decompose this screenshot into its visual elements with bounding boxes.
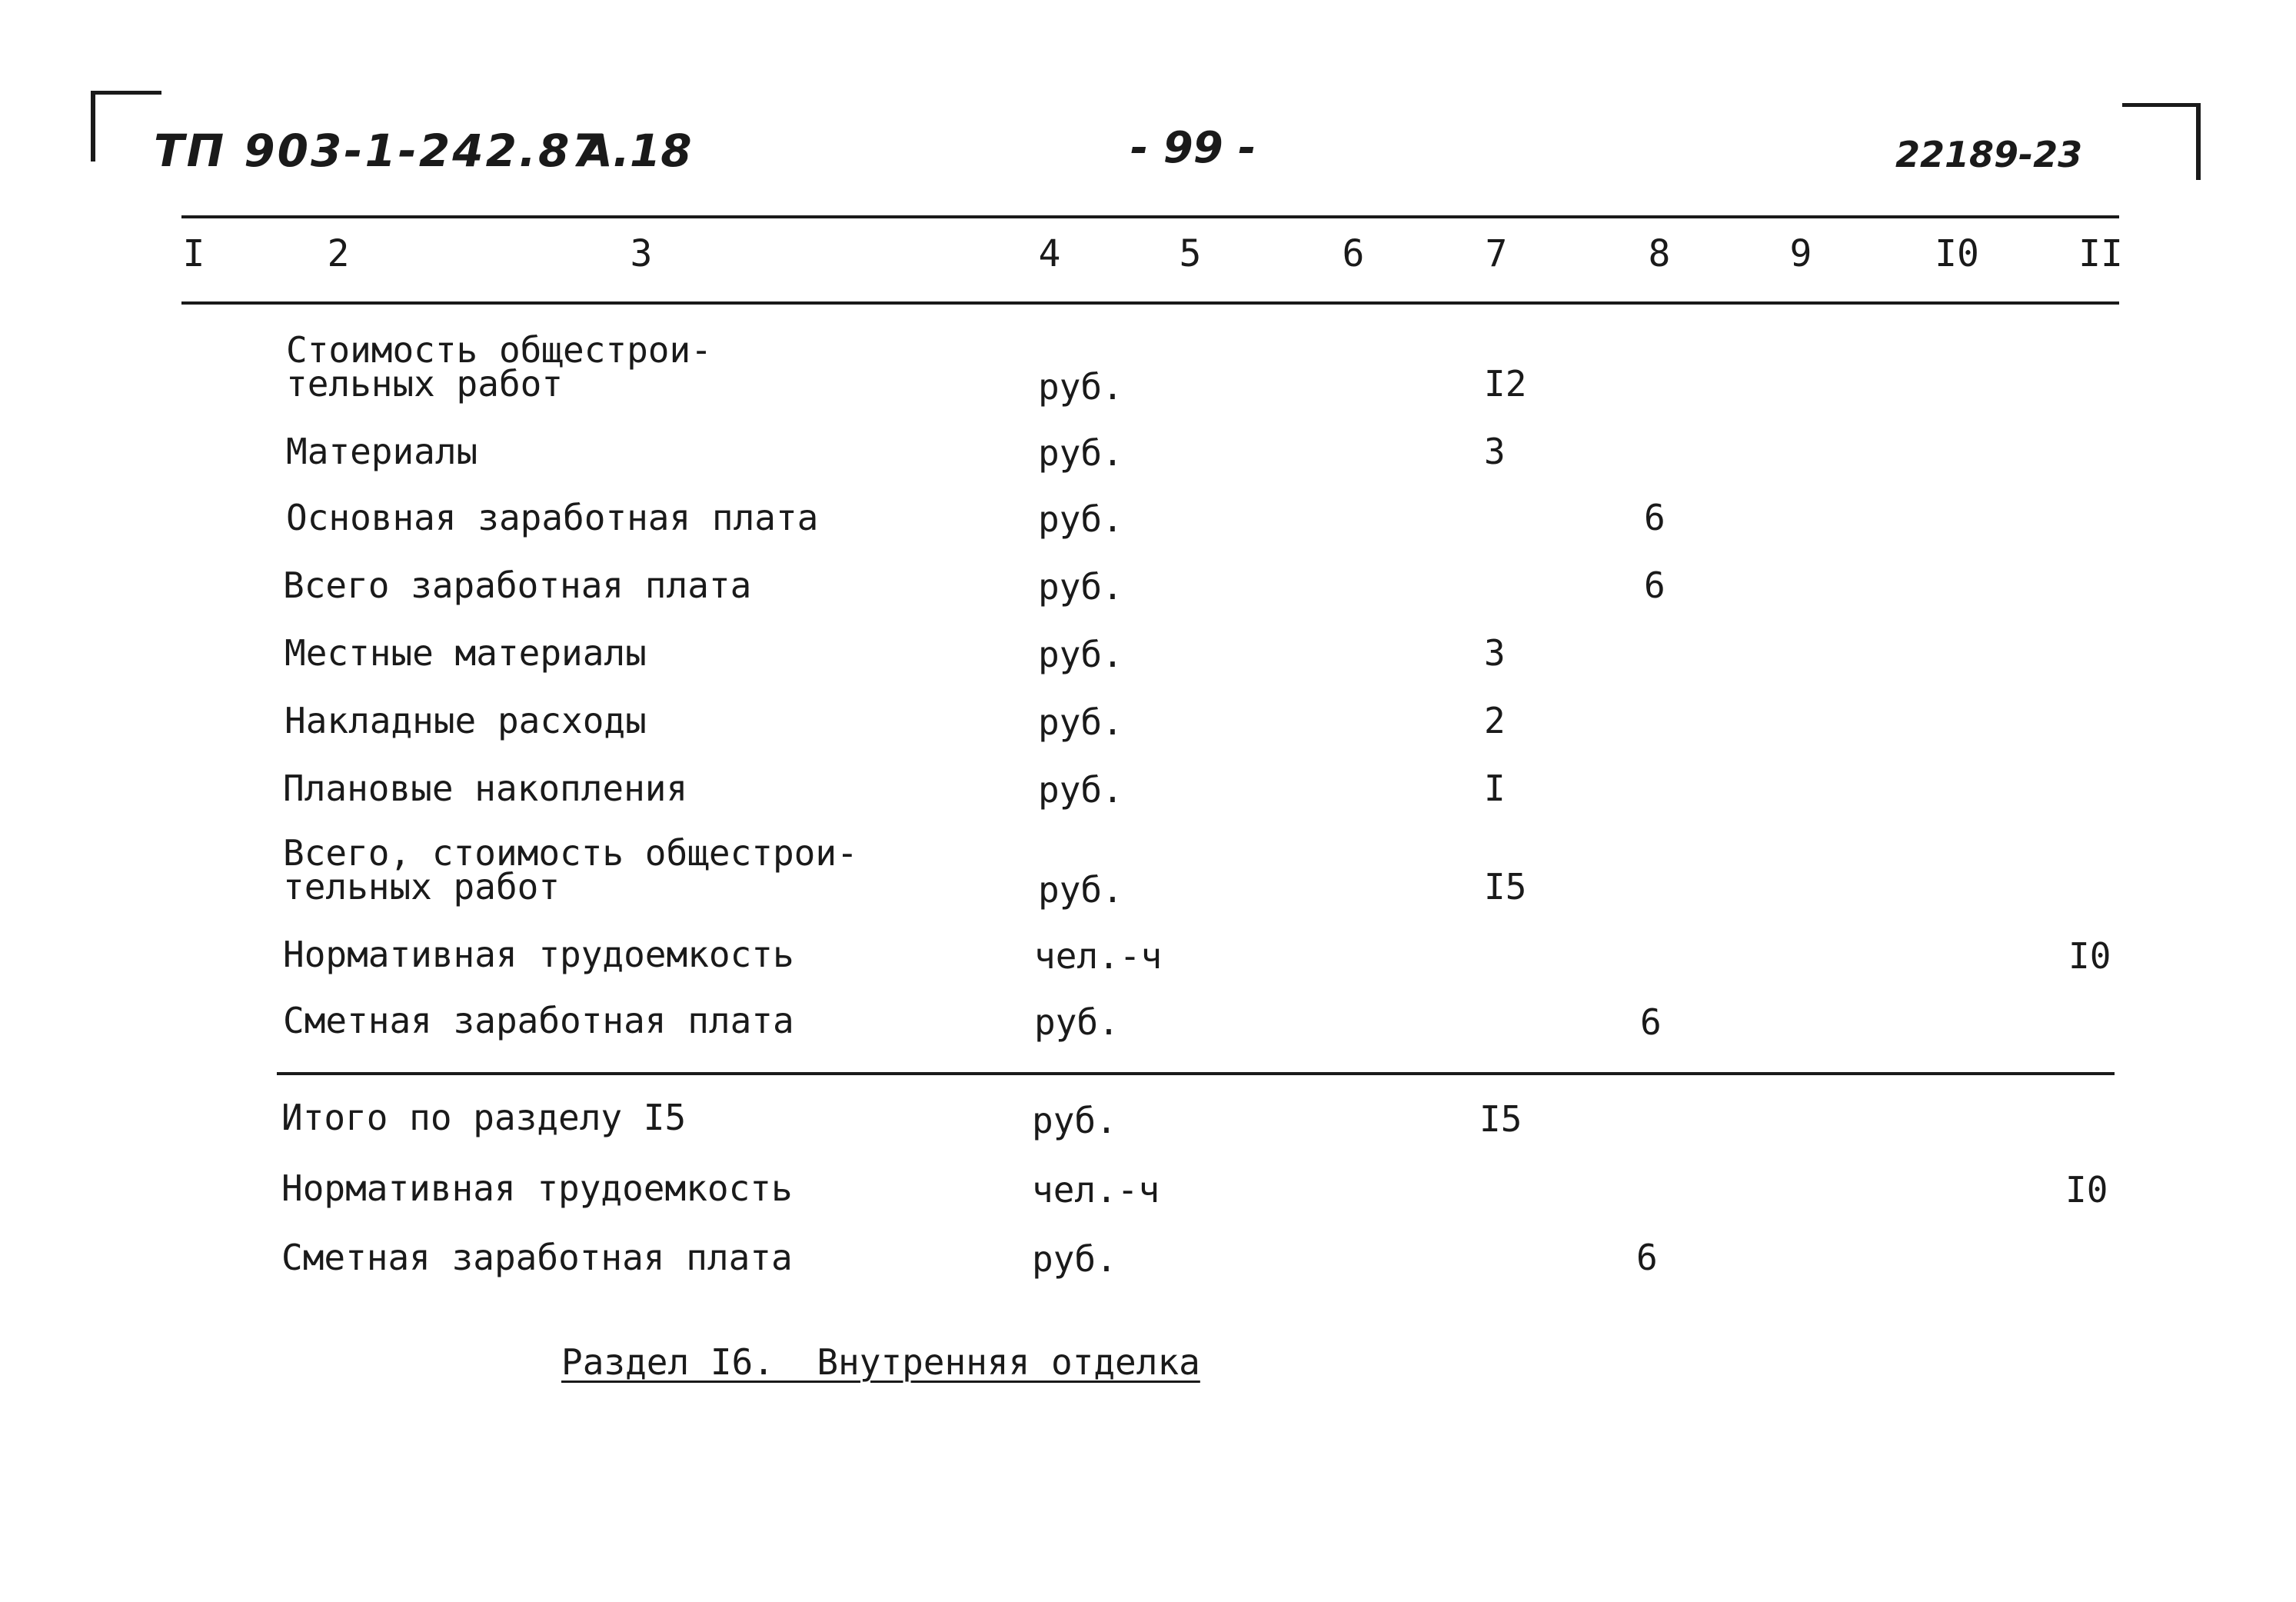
frame-corner-left-vertical (91, 91, 95, 162)
total-row-unit: руб. (1032, 1100, 1117, 1141)
frame-corner-left-horizontal (91, 91, 161, 95)
page-number: - 99 - (1130, 123, 1256, 173)
row-name: Нормативная трудоемкость (283, 934, 794, 975)
total-row-col7-value: I5 (1479, 1098, 1522, 1140)
header-rule-top (181, 215, 2119, 218)
row-unit: руб. (1038, 869, 1123, 911)
total-row-name: Нормативная трудоемкость (281, 1167, 793, 1209)
frame-corner-right-horizontal (2122, 103, 2201, 107)
row-unit: руб. (1034, 1001, 1120, 1043)
column-number-9: 9 (1789, 232, 1812, 275)
row-name: Плановые накопления (283, 768, 688, 809)
row-col7-value: I (1484, 768, 1506, 809)
row-name-line1: Стоимость общестрои- (286, 329, 712, 371)
row-name: Накладные расходы (285, 700, 647, 741)
column-number-2: 2 (327, 232, 350, 275)
row-name: Основная заработная плата (286, 497, 819, 538)
column-number-11: II (2078, 232, 2123, 275)
row-name-line2: тельных работ (286, 363, 564, 405)
row-name: Всего заработная плата (283, 565, 752, 606)
column-number-4: 4 (1038, 232, 1061, 275)
row-unit: руб. (1038, 769, 1123, 811)
section-heading: Раздел I6. Внутренняя отделка (561, 1341, 1200, 1383)
row-unit: руб. (1038, 432, 1123, 474)
row-col8-value: 6 (1644, 497, 1665, 538)
row-name-line1: Всего, стоимость общестрои- (283, 832, 858, 874)
archive-number: 22189-23 (1895, 134, 2083, 175)
total-row-unit: руб. (1032, 1238, 1117, 1280)
row-col7-value: 2 (1484, 700, 1506, 741)
row-name: Местные материалы (285, 632, 647, 674)
total-row-col8-value: 6 (1636, 1237, 1658, 1278)
totals-rule (277, 1072, 2115, 1075)
row-col7-value: I2 (1484, 363, 1527, 405)
row-col8-value: 6 (1644, 565, 1665, 606)
row-unit: чел.-ч (1034, 935, 1163, 977)
row-col7-value: 3 (1484, 431, 1506, 472)
row-name: Сметная заработная плата (283, 1000, 794, 1041)
row-col7-value: I5 (1484, 866, 1527, 908)
row-name: Материалы (286, 431, 478, 472)
column-number-7: 7 (1485, 232, 1508, 275)
column-number-8: 8 (1648, 232, 1671, 275)
doc-code: ТП 903-1-242.87 (154, 125, 605, 177)
row-unit: руб. (1038, 366, 1123, 408)
header-rule-bottom (181, 301, 2119, 305)
row-name-line2: тельных работ (283, 866, 561, 908)
row-col8-value: 6 (1640, 1001, 1662, 1043)
total-row-name: Итого по разделу I5 (281, 1097, 687, 1138)
total-row-unit: чел.-ч (1032, 1169, 1160, 1211)
album-number: А.18 (578, 125, 692, 177)
column-number-6: 6 (1342, 232, 1365, 275)
column-number-10: I0 (1935, 232, 1979, 275)
column-number-1: I (182, 232, 205, 275)
row-col7-value: 3 (1484, 632, 1506, 674)
total-row-col11-value: I0 (2065, 1169, 2108, 1211)
row-col11-value: I0 (2068, 935, 2111, 977)
column-number-3: 3 (630, 232, 653, 275)
row-unit: руб. (1038, 498, 1123, 540)
row-unit: руб. (1038, 566, 1123, 608)
frame-corner-right-vertical (2196, 103, 2201, 180)
row-unit: руб. (1038, 634, 1123, 675)
total-row-name: Сметная заработная плата (281, 1237, 793, 1278)
row-unit: руб. (1038, 701, 1123, 743)
column-number-5: 5 (1179, 232, 1202, 275)
